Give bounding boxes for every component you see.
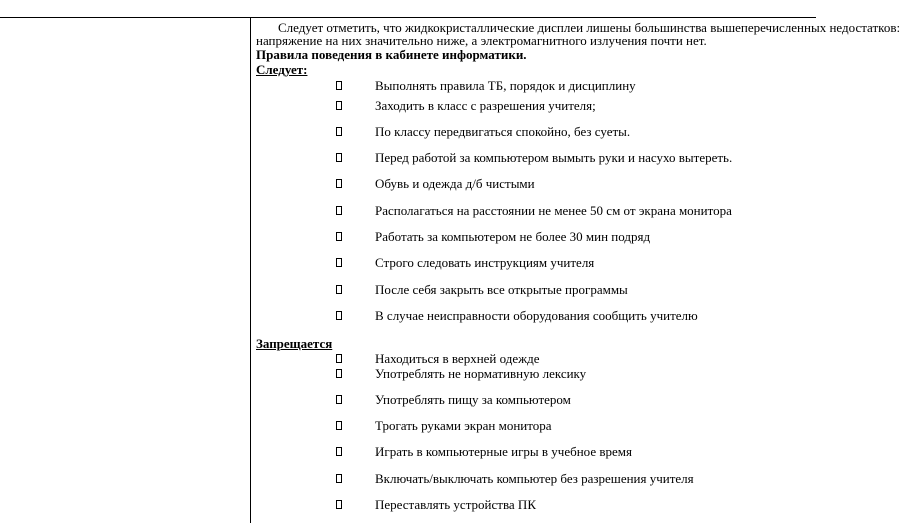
checkbox-icon (336, 311, 342, 320)
checkbox-icon (336, 179, 342, 188)
checkbox-icon (336, 500, 342, 509)
checkbox-icon (336, 258, 342, 267)
checkbox-icon (336, 101, 342, 110)
checkbox-icon (336, 81, 342, 90)
table-column-divider (250, 17, 251, 523)
should-heading: Следует: (256, 62, 308, 77)
checkbox-icon (336, 369, 342, 378)
intro-line-1: Следует отметить, что жидкокристаллические дисплеи лишены большинства вышеперечисленных недостатков: (278, 20, 900, 35)
checkbox-icon (336, 447, 342, 456)
content-cell: Следует отметить, что жидкокристаллические дисплеи лишены большинства вышеперечисленных недостатков: напряжение на них значительно ниже, а электромагнитного излучения почти нет. Правила поведения в кабинете информатики. Следует: Выполнять правила ТБ, порядок и дисциплину Заходить в класс с разрешения учителя; По классу передвигаться спокойно, без суеты. Перед работой за компьютером вымыть руки и насухо вытереть. Обувь и одежда д/б чистыми Располагаться на расстоянии не менее 50 см от экрана монитора Работать за компьютером не более 30 мин подряд Строго следовать инструкциям учителя После себя закрыть все открытые программы В случае неисправности оборудования сообщить учителю Запрещается Находиться в верхней одежде Употреблять не нормативную лексику Употреблять пищу за компьютером Трогать руками экран монитора Играть в компьютерные игры в учебное время Включать/выключать компьютер без разрешения учителя Переставлять устройства ПК (256, 20, 900, 512)
checkbox-icon (336, 474, 342, 483)
checkbox-icon (336, 354, 342, 363)
checkbox-icon (336, 127, 342, 136)
checkbox-icon (336, 232, 342, 241)
checkbox-icon (336, 395, 342, 404)
checkbox-icon (336, 206, 342, 215)
rules-heading: Правила поведения в кабинете информатики. (256, 47, 527, 62)
intro-line-2: напряжение на них значительно ниже, а электромагнитного излучения почти нет. (256, 33, 707, 48)
checkbox-icon (336, 285, 342, 294)
checkbox-icon (336, 421, 342, 430)
checkbox-icon (336, 153, 342, 162)
forbidden-heading: Запрещается (256, 336, 333, 351)
